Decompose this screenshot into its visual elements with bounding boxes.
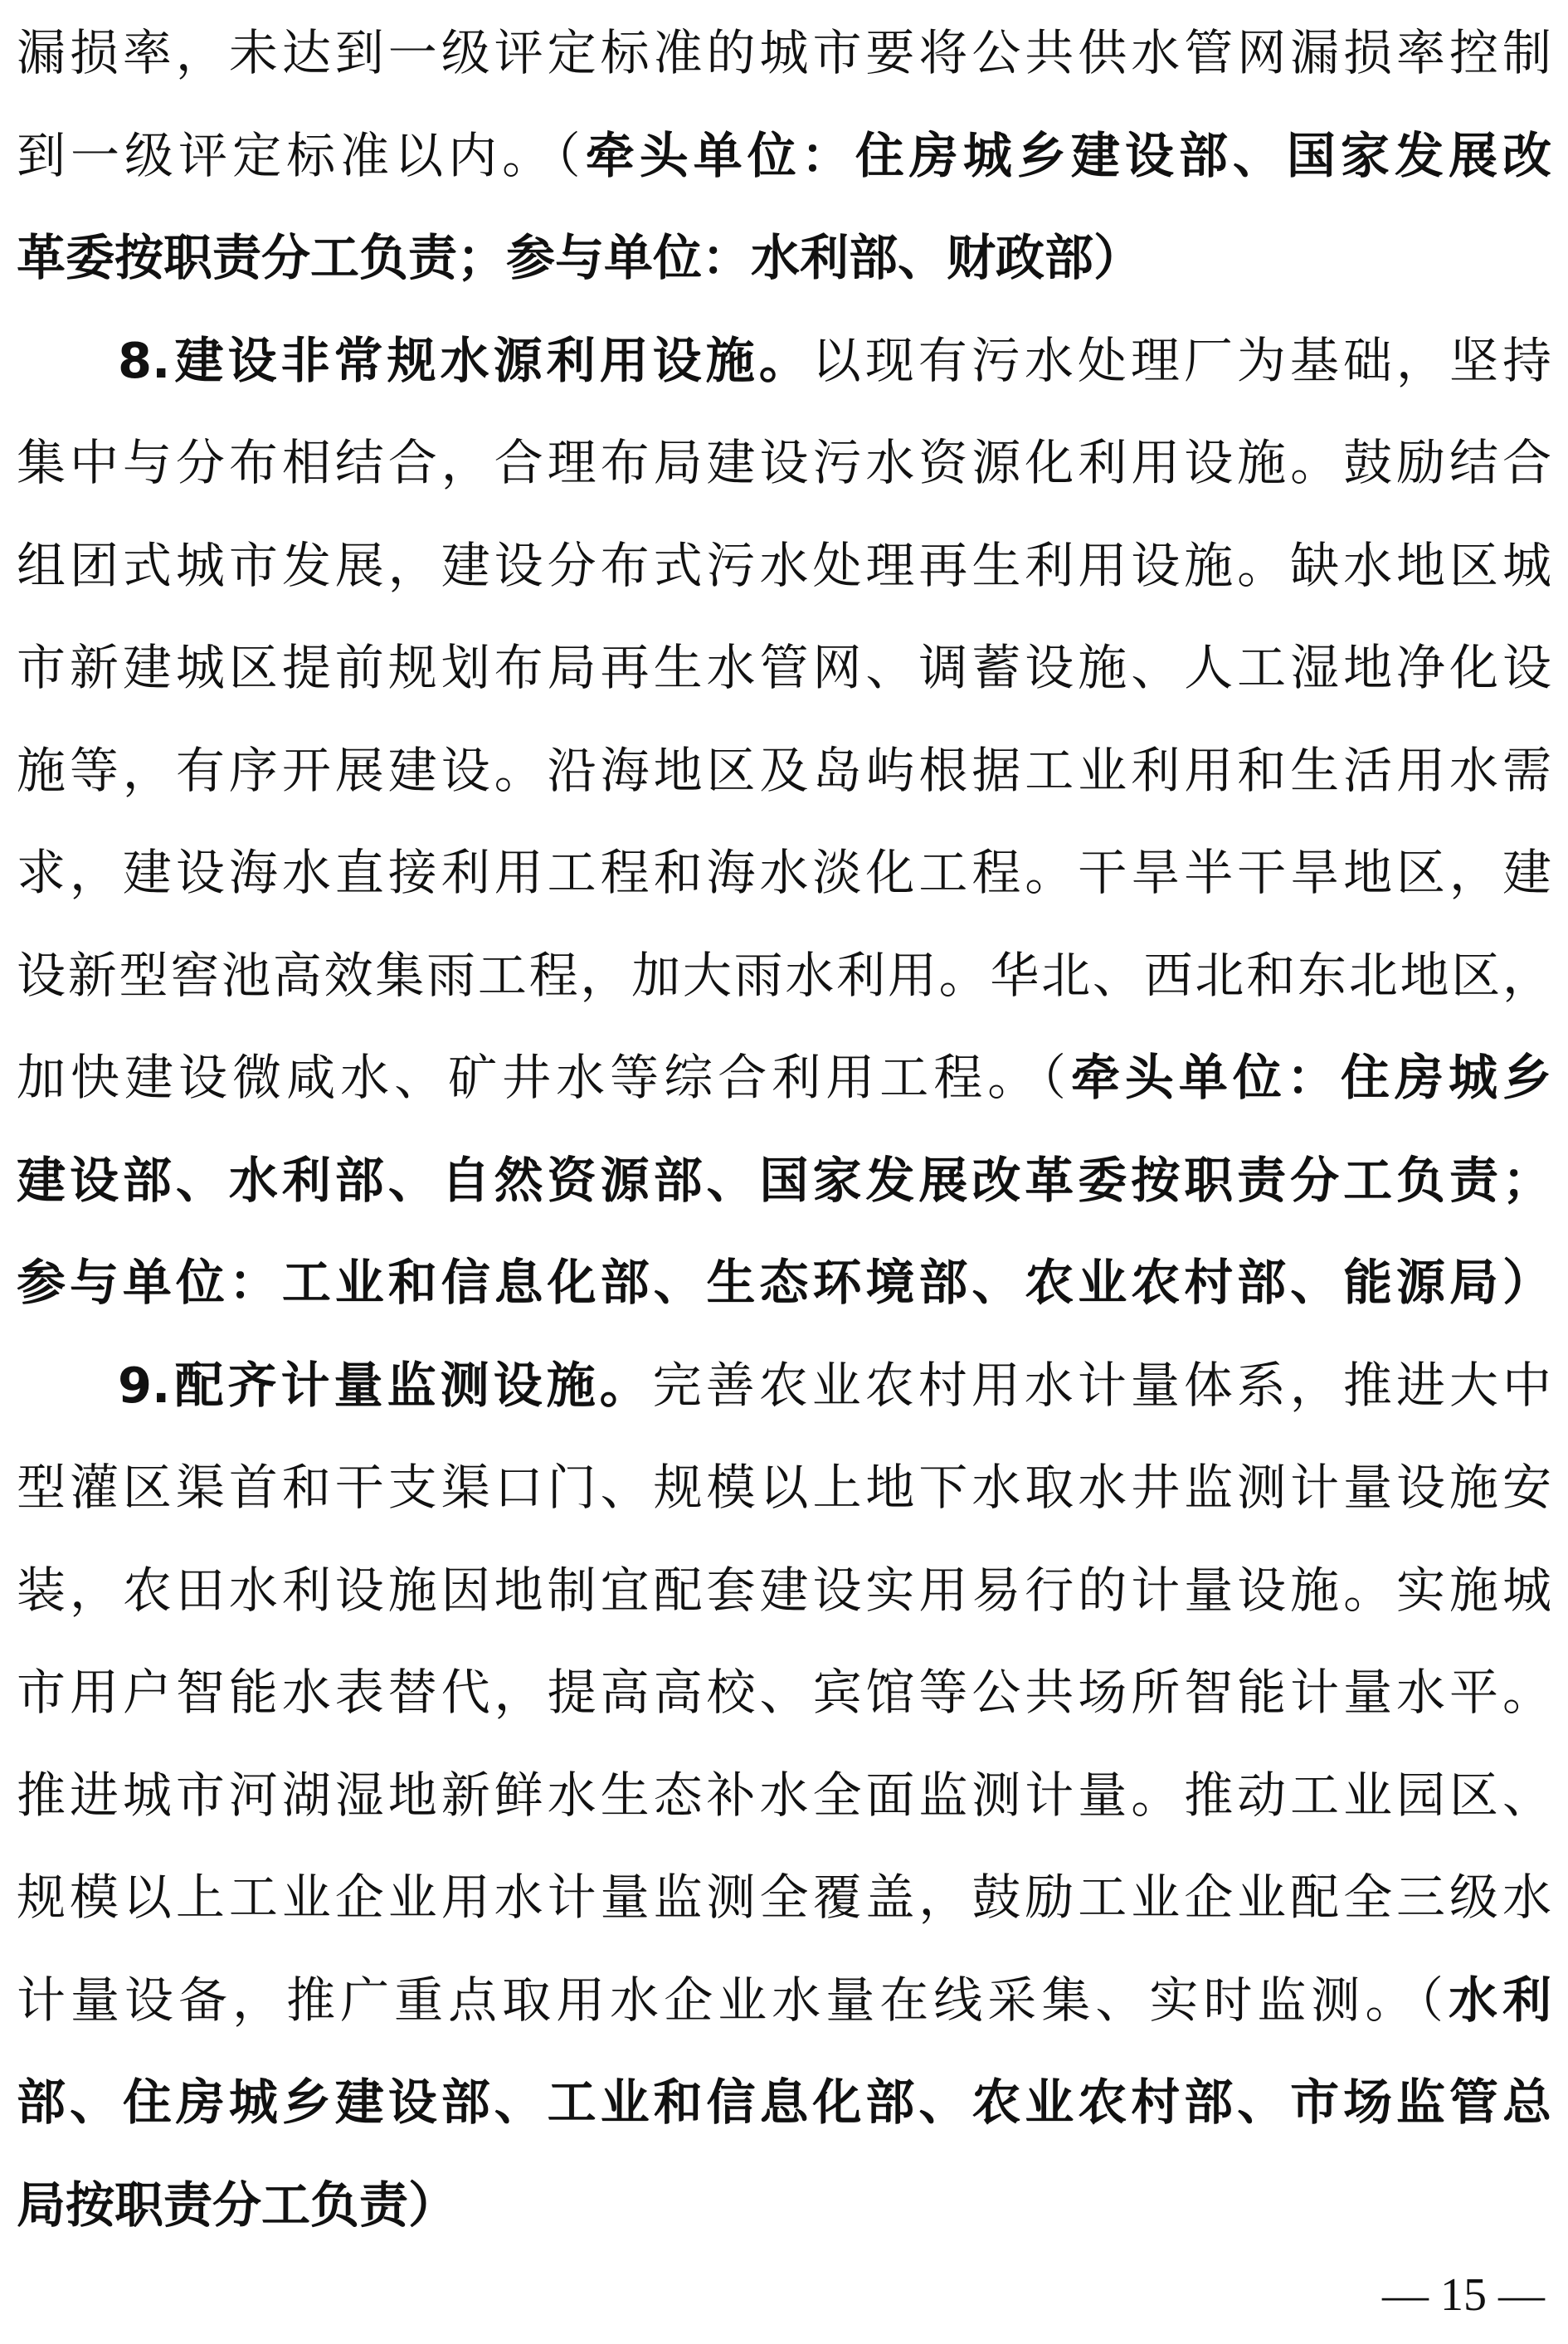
text-line <box>17 1641 1551 1744</box>
text-line <box>17 1949 1551 2052</box>
lead-unit-text: 建设部、水利部、自然资源部、国家发展改革委按职责分工负责； <box>17 1151 1551 1209</box>
line-text: 计量设备，推广重点取用水企业水量在线采集、实时监测。（ <box>17 1971 1449 2029</box>
lead-unit-text: 牵头单位：住房城乡 <box>1070 1049 1551 1106</box>
text-line <box>17 2051 1551 2154</box>
line-text: 组团式城市发展，建设分布式污水处理再生利用设施。缺水地区城 <box>17 536 1551 594</box>
text-line <box>17 1129 1551 1232</box>
line-text: 完善农业农村用水计量体系，推进大中 <box>652 1356 1551 1414</box>
section-8-heading-line <box>17 309 1551 412</box>
line-text: 市新建城区提前规划布局再生水管网、调蓄设施、人工湿地净化设 <box>17 639 1551 696</box>
line-text: 求，建设海水直接利用工程和海水淡化工程。干旱半干旱地区，建 <box>17 844 1551 901</box>
lead-unit-text: 参与单位：工业和信息化部、生态环境部、农业农村部、能源局） <box>17 1254 1551 1311</box>
line-text: 设新型窖池高效集雨工程，加大雨水利用。华北、西北和东北地区， <box>17 946 1551 1004</box>
lead-unit-text: 局按职责分工负责） <box>17 2176 458 2234</box>
lead-unit-text: 革委按职责分工负责；参与单位：水利部、财政部） <box>17 229 1143 286</box>
lead-unit-text: 住房城乡建设部、国家发展改 <box>855 126 1551 184</box>
line-text: 漏损率，未达到一级评定标准的城市要将公共供水管网漏损率控制 <box>17 24 1551 81</box>
text-line <box>17 719 1551 822</box>
text-line <box>17 616 1551 719</box>
text-line <box>17 2154 1551 2257</box>
line-text: 到一级评定标准以内。（ <box>17 126 586 184</box>
text-line <box>17 412 1551 514</box>
text-line <box>17 1231 1551 1334</box>
text-line <box>17 821 1551 924</box>
text-line <box>17 1026 1551 1129</box>
text-line <box>17 1436 1551 1539</box>
page-number: — 15 — <box>1382 2269 1545 2321</box>
lead-unit-label: 牵头单位： <box>585 126 855 184</box>
text-line <box>17 2 1551 105</box>
line-text: 装，农田水利设施因地制宜配套建设实用易行的计量设施。实施城 <box>17 1561 1551 1619</box>
section-8-heading: 8.建设非常规水源利用设施。 <box>118 331 812 389</box>
line-text: 施等，有序开展建设。沿海地区及岛屿根据工业利用和生活用水需 <box>17 741 1551 799</box>
line-text: 市用户智能水表替代，提高高校、宾馆等公共场所智能计量水平。 <box>17 1664 1551 1721</box>
text-line <box>17 105 1551 207</box>
text-line <box>17 1846 1551 1949</box>
line-text: 集中与分布相结合，合理布局建设污水资源化利用设施。鼓励结合 <box>17 434 1551 491</box>
text-line <box>17 1539 1551 1642</box>
line-text: 推进城市河湖湿地新鲜水生态补水全面监测计量。推动工业园区、 <box>17 1766 1551 1824</box>
lead-unit-text: 部、住房城乡建设部、工业和信息化部、农业农村部、市场监管总 <box>17 2074 1551 2131</box>
line-text: 以现有污水处理厂为基础，坚持 <box>811 331 1551 389</box>
text-line <box>17 1744 1551 1847</box>
body-text <box>17 2 1551 2256</box>
text-line <box>17 207 1551 309</box>
text-line <box>17 514 1551 617</box>
line-text: 加快建设微咸水、矿井水等综合利用工程。（ <box>17 1049 1071 1106</box>
section-9-heading: 9.配齐计量监测设施。 <box>118 1356 653 1414</box>
line-text: 型灌区渠首和干支渠口门、规模以上地下水取水井监测计量设施安 <box>17 1459 1551 1516</box>
section-9-heading-line <box>17 1334 1551 1437</box>
text-line <box>17 924 1551 1027</box>
line-text: 规模以上工业企业用水计量监测全覆盖，鼓励工业企业配全三级水 <box>17 1869 1551 1926</box>
lead-unit-text: 水利 <box>1448 1971 1551 2029</box>
